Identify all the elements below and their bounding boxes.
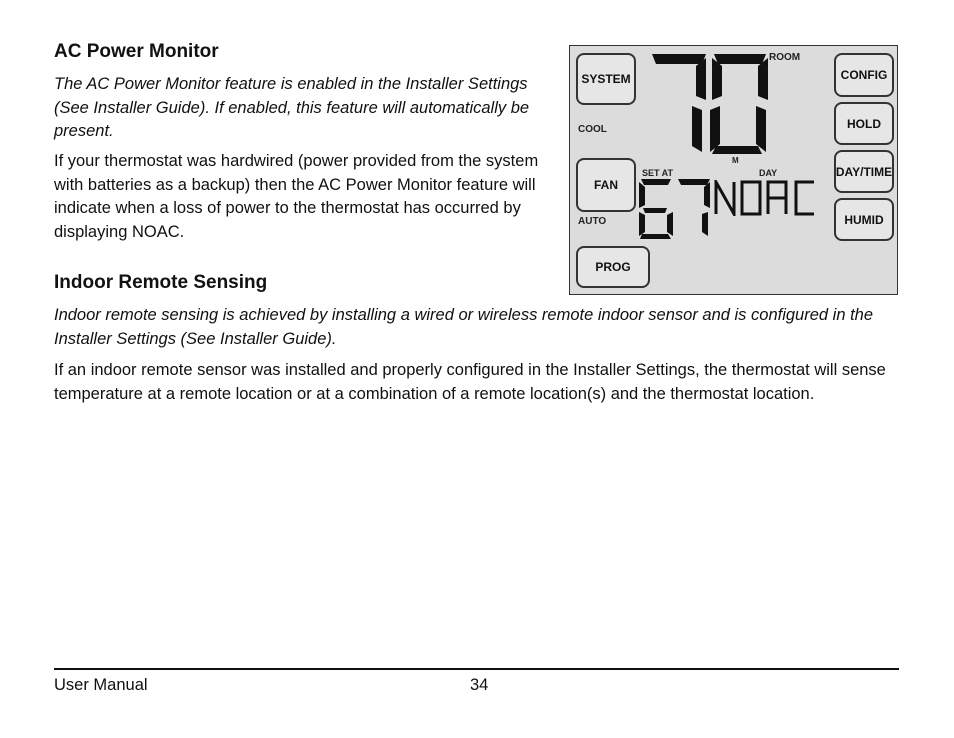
config-button: CONFIG: [834, 53, 894, 97]
ac-power-description: If your thermostat was hardwired (power provided from the system with batteries as a backup) then the AC Power Monitor feature will indicate when a loss of power to the thermostat has occurred by displaying NOAC.: [54, 152, 539, 241]
noac-status-display: [714, 180, 818, 216]
cool-label: COOL: [578, 124, 607, 135]
auto-label: AUTO: [578, 216, 607, 227]
section-heading-ac-power: AC Power Monitor: [54, 41, 219, 62]
day-time-button: DAY/TIME: [834, 150, 894, 193]
footer-title: User Manual: [54, 676, 148, 694]
prog-button: PROG: [576, 246, 650, 288]
hold-button: HOLD: [834, 102, 894, 145]
thermostat-display-figure: [569, 45, 898, 295]
section-heading-remote-sensing: Indoor Remote Sensing: [54, 272, 268, 293]
m-label: M: [732, 156, 739, 165]
remote-sensing-description: If an indoor remote sensor was installed and properly configured in the Installer Settings, the thermostat will sense temperature at a remote location or at a combination of a remote location(s) and the thermostat location.: [54, 361, 886, 403]
set-temperature-digits: [638, 178, 714, 240]
day-label: DAY: [759, 168, 778, 178]
humid-button: HUMID: [834, 198, 894, 241]
system-button: SYSTEM: [576, 53, 636, 105]
footer-divider: [54, 668, 899, 670]
room-temperature-digits: [650, 52, 770, 156]
fan-button: FAN: [576, 158, 636, 212]
set-at-label: SET AT: [642, 168, 673, 178]
page-number: 34: [470, 676, 489, 694]
remote-sensing-note: Indoor remote sensing is achieved by installing a wired or wireless remote indoor sensor and is configured in the Installer Settings (See Installer Guide).: [54, 306, 874, 348]
ac-power-note: The AC Power Monitor feature is enabled in the Installer Settings (See Installer Guide). If enabled, this feature will automatically be present.: [54, 75, 530, 140]
room-label: ROOM: [769, 52, 801, 63]
